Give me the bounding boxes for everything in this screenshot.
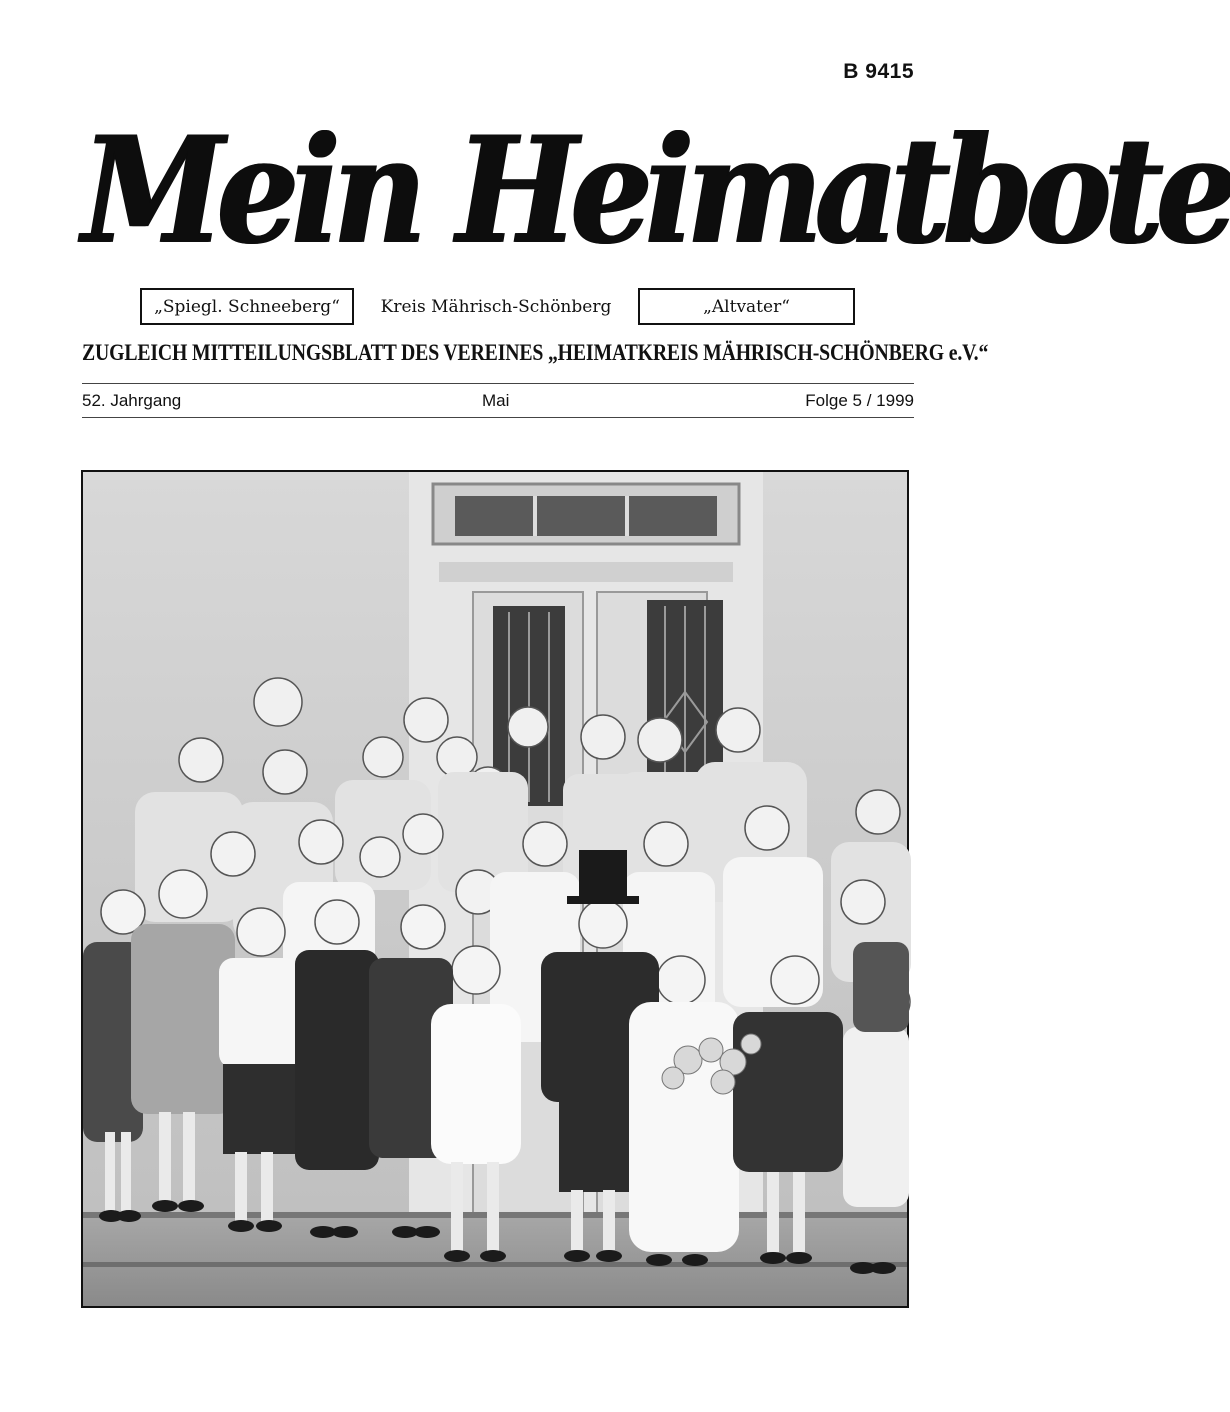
- district-label: Kreis Mährisch-Schönberg: [380, 296, 612, 317]
- divider-bottom: [82, 417, 914, 418]
- masthead-title: Mein Heimatbote: [82, 105, 1230, 278]
- region-box-left: [140, 288, 354, 325]
- top-hat: [579, 850, 627, 900]
- publication-code: B 9415: [843, 60, 914, 83]
- issue-volume: 52. Jahrgang: [82, 391, 182, 410]
- group-photo-illustration: [83, 472, 907, 1306]
- region-label-right: „Altvater“: [703, 296, 790, 317]
- issue-month: Mai: [482, 391, 510, 410]
- region-box-right: [638, 288, 855, 325]
- divider-top: [82, 383, 914, 384]
- region-label-left: „Spiegl. Schneeberg“: [154, 296, 340, 317]
- issue-number: Folge 5 / 1999: [805, 391, 914, 410]
- subtitle-line: ZUGLEICH MITTEILUNGSBLATT DES VEREINES „HEIMATKREIS MÄHRISCH-SCHÖNBERG e.V.“: [82, 340, 989, 365]
- cover-photo: [81, 470, 909, 1308]
